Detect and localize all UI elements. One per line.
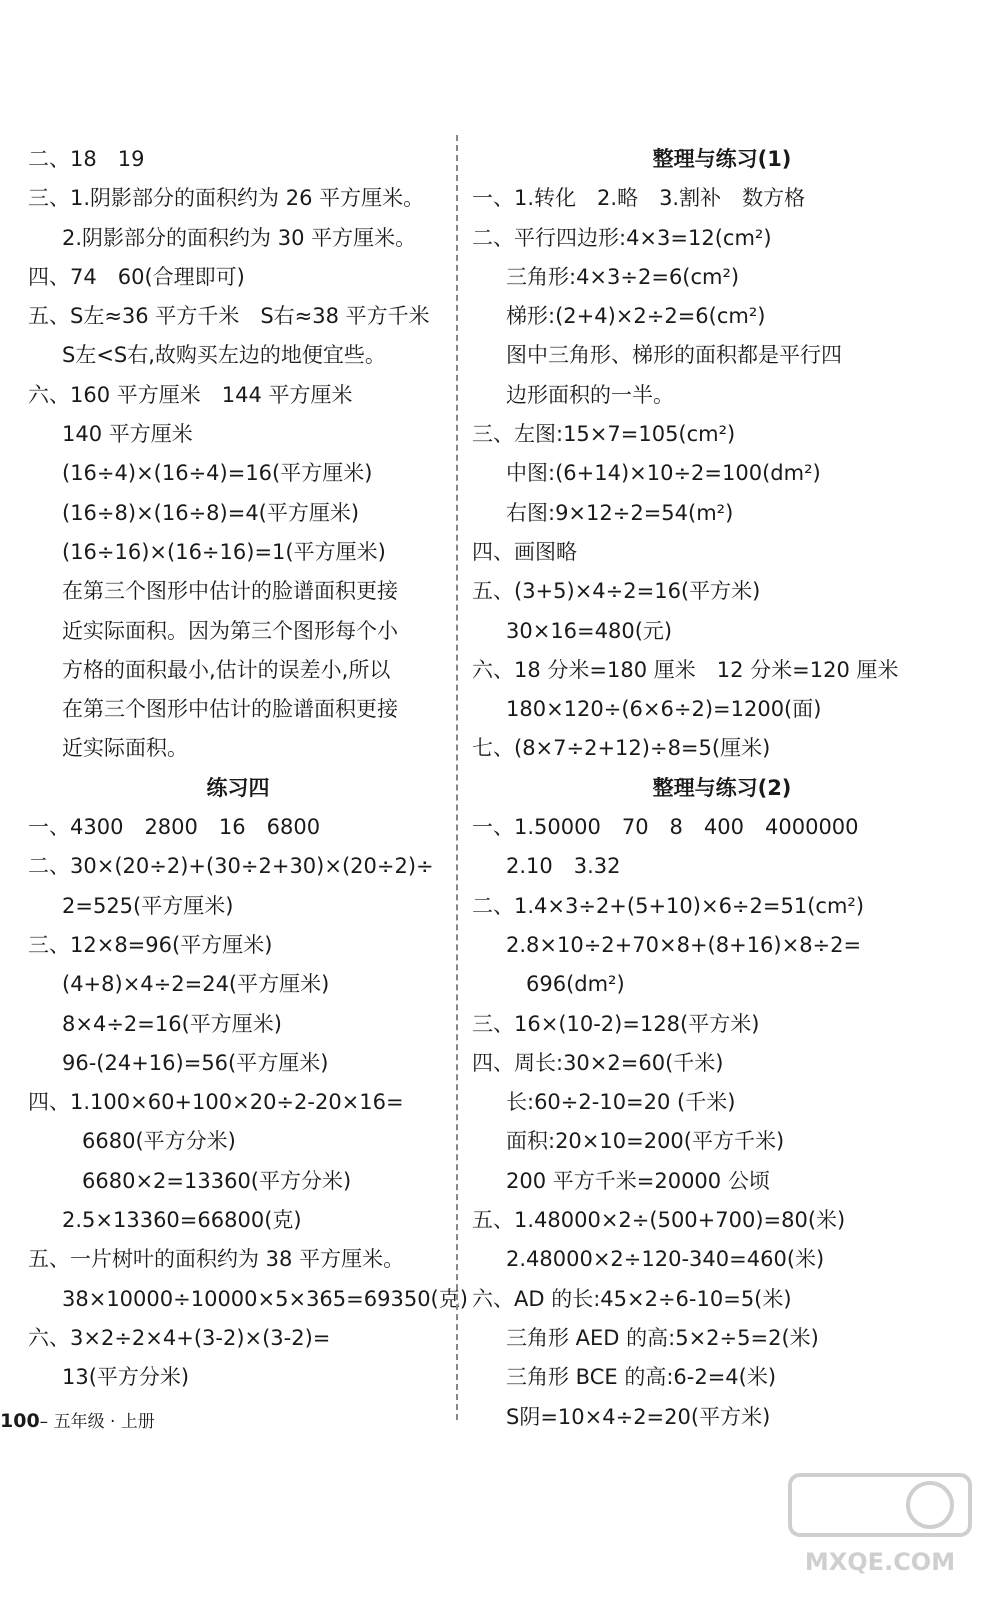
answer-line: 近实际面积。因为第三个图形每个小 — [62, 618, 398, 643]
answer-line: 五、S左≈36 平方千米 S右≈38 平方千米 — [28, 304, 430, 329]
section-heading: 整理与练习(2) — [652, 775, 792, 800]
right-column — [472, 140, 972, 1437]
grade-label: 五年级 · 上册 — [53, 1412, 155, 1432]
answer-line: 五、(3+5)×4÷2=16(平方米) — [472, 579, 761, 604]
answer-line: 六、18 分米=180 厘米 12 分米=120 厘米 — [472, 657, 899, 682]
answer-line: 三角形 BCE 的高:6-2=4(米) — [506, 1365, 777, 1390]
answer-line: (16÷4)×(16÷4)=16(平方厘米) — [62, 461, 373, 486]
answer-line: 六、3×2÷2×4+(3-2)×(3-2)= — [28, 1325, 331, 1350]
answer-line: 6680×2=13360(平方分米) — [82, 1168, 352, 1193]
answer-line: 三角形 AED 的高:5×2÷5=2(米) — [506, 1325, 819, 1350]
answer-line: 2.10 3.32 — [506, 854, 621, 879]
answer-line: 四、1.100×60+100×20÷2-20×16= — [28, 1090, 404, 1115]
answer-line: 面积:20×10=200(平方千米) — [506, 1129, 785, 1154]
column-divider — [456, 135, 458, 1420]
answer-line: 二、18 19 — [28, 147, 145, 171]
answer-line: 中图:(6+14)×10÷2=100(dm²) — [506, 461, 821, 486]
answer-line: S阴=10×4÷2=20(平方米) — [506, 1404, 771, 1429]
answer-line: 二、1.4×3÷2+(5+10)×6÷2=51(cm²) — [472, 893, 865, 918]
answer-line: 2.8×10÷2+70×8+(8+16)×8÷2= — [506, 932, 862, 957]
answer-line: 五、1.48000×2÷(500+700)=80(米) — [472, 1208, 846, 1233]
answer-line: 8×4÷2=16(平方厘米) — [62, 1011, 282, 1036]
answer-line: 13(平方分米) — [62, 1365, 190, 1390]
answer-line: 一、4300 2800 16 6800 — [28, 815, 321, 840]
answer-line: 140 平方厘米 — [62, 422, 193, 447]
answer-line: 三、16×(10-2)=128(平方米) — [472, 1011, 760, 1036]
answer-line: 在第三个图形中估计的脸谱面积更接 — [62, 579, 398, 604]
section-heading: 整理与练习(1) — [652, 147, 792, 171]
answer-line: 三、12×8=96(平方厘米) — [28, 932, 273, 957]
answer-line: 2.5×13360=66800(克) — [62, 1208, 302, 1233]
footer-dash: – — [39, 1412, 54, 1432]
answer-line: 长:60÷2-10=20 (千米) — [506, 1090, 736, 1115]
answer-line: 三角形:4×3÷2=6(cm²) — [506, 264, 740, 289]
answer-line: 四、74 60(合理即可) — [28, 264, 245, 289]
answer-line: 30×16=480(元) — [506, 618, 673, 643]
answer-line: 梯形:(2+4)×2÷2=6(cm²) — [506, 304, 766, 329]
answer-line: 2.48000×2÷120-340=460(米) — [506, 1247, 825, 1272]
section-heading: 练习四 — [206, 775, 270, 800]
answer-line: 在第三个图形中估计的脸谱面积更接 — [62, 697, 398, 722]
answer-line: 96-(24+16)=56(平方厘米) — [62, 1050, 329, 1075]
answer-line: 2=525(平方厘米) — [62, 893, 234, 918]
answer-line: 六、AD 的长:45×2÷6-10=5(米) — [472, 1286, 792, 1311]
answer-line: 五、一片树叶的面积约为 38 平方厘米。 — [28, 1247, 405, 1272]
answer-line: 200 平方千米=20000 公顷 — [506, 1168, 770, 1193]
answer-line: 二、平行四边形:4×3=12(cm²) — [472, 225, 772, 250]
answer-line: 近实际面积。 — [62, 736, 188, 761]
answer-line: 四、画图略 — [472, 539, 577, 564]
answer-line: 四、周长:30×2=60(千米) — [472, 1050, 724, 1075]
answer-line: 方格的面积最小,估计的误差小,所以 — [62, 657, 391, 682]
page-number: 100 — [0, 1410, 40, 1432]
watermark-logo — [780, 1470, 980, 1580]
answer-line: 右图:9×12÷2=54(m²) — [506, 500, 734, 525]
answer-line: 一、1.50000 70 8 400 4000000 — [472, 815, 859, 840]
answer-line: 696(dm²) — [526, 972, 625, 997]
answer-line: (16÷16)×(16÷16)=1(平方厘米) — [62, 539, 386, 564]
left-column — [28, 140, 468, 1398]
watermark-text: MXQE.COM — [804, 1548, 956, 1576]
answer-line: (4+8)×4÷2=24(平方厘米) — [62, 972, 330, 997]
page-footer — [0, 1407, 155, 1432]
answer-line: 180×120÷(6×6÷2)=1200(面) — [506, 697, 822, 722]
answer-line: 一、1.转化 2.略 3.割补 数方格 — [472, 186, 806, 211]
answer-line: 边形面积的一半。 — [506, 382, 674, 407]
answer-line: 2.阴影部分的面积约为 30 平方厘米。 — [62, 225, 417, 250]
answer-line: S左<S右,故购买左边的地便宜些。 — [62, 343, 386, 368]
answer-line: 七、(8×7÷2+12)÷8=5(厘米) — [472, 736, 771, 761]
answer-line: 二、30×(20÷2)+(30÷2+30)×(20÷2)÷ — [28, 854, 434, 879]
answer-line: 三、左图:15×7=105(cm²) — [472, 422, 736, 447]
answer-line: (16÷8)×(16÷8)=4(平方厘米) — [62, 500, 360, 525]
answer-line: 6680(平方分米) — [82, 1129, 236, 1154]
answer-line: 38×10000÷10000×5×365=69350(克) — [62, 1286, 468, 1311]
answer-line: 六、160 平方厘米 144 平方厘米 — [28, 382, 353, 407]
answer-line: 图中三角形、梯形的面积都是平行四 — [506, 343, 842, 368]
answer-line: 三、1.阴影部分的面积约为 26 平方厘米。 — [28, 186, 425, 211]
